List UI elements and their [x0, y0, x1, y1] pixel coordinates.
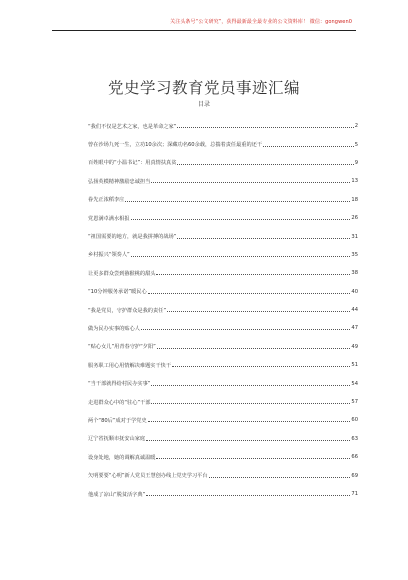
toc-leader-dots [151, 403, 350, 404]
toc-entry-title: 弘扬英模精神激励忠诚担当 [88, 178, 151, 185]
toc-page-number: 26 [351, 215, 358, 222]
toc-leader-dots [148, 293, 351, 294]
toc-entry-title: 他成了凉山“脱贫活字典” [88, 491, 146, 498]
toc-page-number: 18 [351, 196, 358, 203]
toc-page-number: 66 [351, 454, 358, 461]
toc-entry-title: 让更多群众尝到猕猴桃的甜头 [88, 270, 156, 277]
toc-entry[interactable] [88, 301, 358, 319]
toc-leader-dots [263, 146, 354, 147]
toc-entry-title: 百姓眼中的“小温书记”：用真情扶真贫 [88, 160, 177, 167]
toc-page-number: 40 [351, 288, 358, 295]
toc-entry[interactable] [88, 209, 358, 227]
toc-entry-title: 做为民办实事的贴心人 [88, 325, 140, 332]
toc-page-number: 38 [351, 270, 358, 277]
toc-entry[interactable] [88, 374, 358, 392]
toc-entry[interactable] [88, 485, 358, 503]
toc-entry[interactable] [88, 356, 358, 374]
toc-entry-title: 党恩满卓满水相报 [88, 215, 130, 222]
toc-entry-title: 矢明要要“心明”新人党员王慧创办线上党史学习平台 [88, 473, 208, 480]
toc-entry-title: 辽宁省抚顺市抚安山家庭 [88, 436, 146, 443]
toc-entry-title: 服务职工用心用情解决难题实干快干 [88, 362, 172, 369]
toc-heading: 目录 [197, 101, 210, 108]
toc-page-number: 31 [351, 233, 358, 240]
toc-entry-title: 曾在沙场九死一生，立功10余次；深藏功名60余载，总揣着责任最重的还干 [88, 142, 263, 149]
toc-entry[interactable] [88, 227, 358, 245]
toc-entry[interactable] [88, 135, 358, 153]
toc-page-number: 47 [351, 325, 358, 332]
toc-page-number: 9 [354, 159, 358, 166]
toc-entry[interactable] [88, 246, 358, 264]
toc-leader-dots [151, 182, 350, 183]
toc-page-number: 49 [351, 343, 358, 350]
toc-entry[interactable] [88, 154, 358, 172]
toc-entry-title: 设身处地，她的调解真诚温暖 [88, 454, 156, 461]
toc-leader-dots [157, 348, 351, 349]
toc-leader-dots [156, 458, 350, 459]
toc-entry[interactable] [88, 117, 358, 135]
toc-leader-dots [151, 385, 350, 386]
toc-entry-title: “我是党员，守护群众是我的责任” [88, 307, 167, 314]
toc-entry-title: 眷先正浓稻李庄 [88, 197, 125, 204]
toc-page-number: 2 [354, 123, 358, 130]
toc-entry[interactable] [88, 393, 358, 411]
toc-leader-dots [148, 421, 351, 422]
toc-entry-title: “当干部就得给村民办实事” [88, 381, 151, 388]
toc-entry[interactable] [88, 430, 358, 448]
toc-leader-dots [125, 201, 350, 202]
header-promo-note: 关注头条号“公文研究”，获得最新最全最专业的公文资料库！ 微信：gongwen0 [170, 19, 352, 25]
toc-entry-title: “贴心女儿”用青春守护“夕阳” [88, 344, 156, 351]
toc-leader-dots [209, 477, 351, 478]
toc-entry[interactable] [88, 338, 358, 356]
toc-leader-dots [146, 495, 350, 496]
toc-page-number: 13 [351, 178, 358, 185]
toc-leader-dots [172, 366, 350, 367]
toc-leader-dots [131, 256, 351, 257]
table-of-contents [88, 117, 358, 503]
header-divider [52, 30, 356, 31]
toc-leader-dots [177, 127, 353, 128]
toc-entry[interactable] [88, 466, 358, 484]
toc-page-number: 54 [351, 380, 358, 387]
toc-entry-title: 走进群众心中的“驻心”干部 [88, 399, 151, 406]
toc-leader-dots [177, 164, 353, 165]
toc-page-number: 63 [351, 435, 358, 442]
toc-entry[interactable] [88, 283, 358, 301]
toc-entry-title: “祖国需要的地方，就是我拼搏的战场” [88, 234, 177, 241]
toc-entry[interactable] [88, 319, 358, 337]
toc-leader-dots [156, 274, 350, 275]
toc-page-number: 69 [351, 472, 358, 479]
toc-page-number: 51 [351, 362, 358, 369]
toc-page-number: 60 [351, 417, 358, 424]
toc-page-number: 35 [351, 251, 358, 258]
toc-page-number: 71 [351, 491, 358, 497]
toc-leader-dots [177, 238, 350, 239]
toc-page-number: 57 [351, 399, 358, 406]
toc-entry-title: 两个“80后”成对于学党史 [88, 417, 147, 424]
toc-entry-title: 乡村振兴“领奏人” [88, 252, 130, 259]
toc-entry[interactable] [88, 191, 358, 209]
toc-entry-title: “我们不仅是艺术之家，也是革命之家” [88, 123, 177, 130]
toc-leader-dots [131, 219, 351, 220]
toc-entry[interactable] [88, 264, 358, 282]
toc-entry[interactable] [88, 172, 358, 190]
toc-leader-dots [141, 329, 351, 330]
document-title: 党史学习教育党员事迹汇编 [107, 79, 300, 97]
toc-entry[interactable] [88, 411, 358, 429]
toc-leader-dots [167, 311, 350, 312]
toc-leader-dots [146, 440, 350, 441]
toc-page-number: 5 [354, 141, 358, 148]
toc-entry-title: “10分钟服务承诺”暖民心 [88, 289, 147, 296]
toc-page-number: 44 [351, 307, 358, 314]
toc-entry[interactable] [88, 448, 358, 466]
